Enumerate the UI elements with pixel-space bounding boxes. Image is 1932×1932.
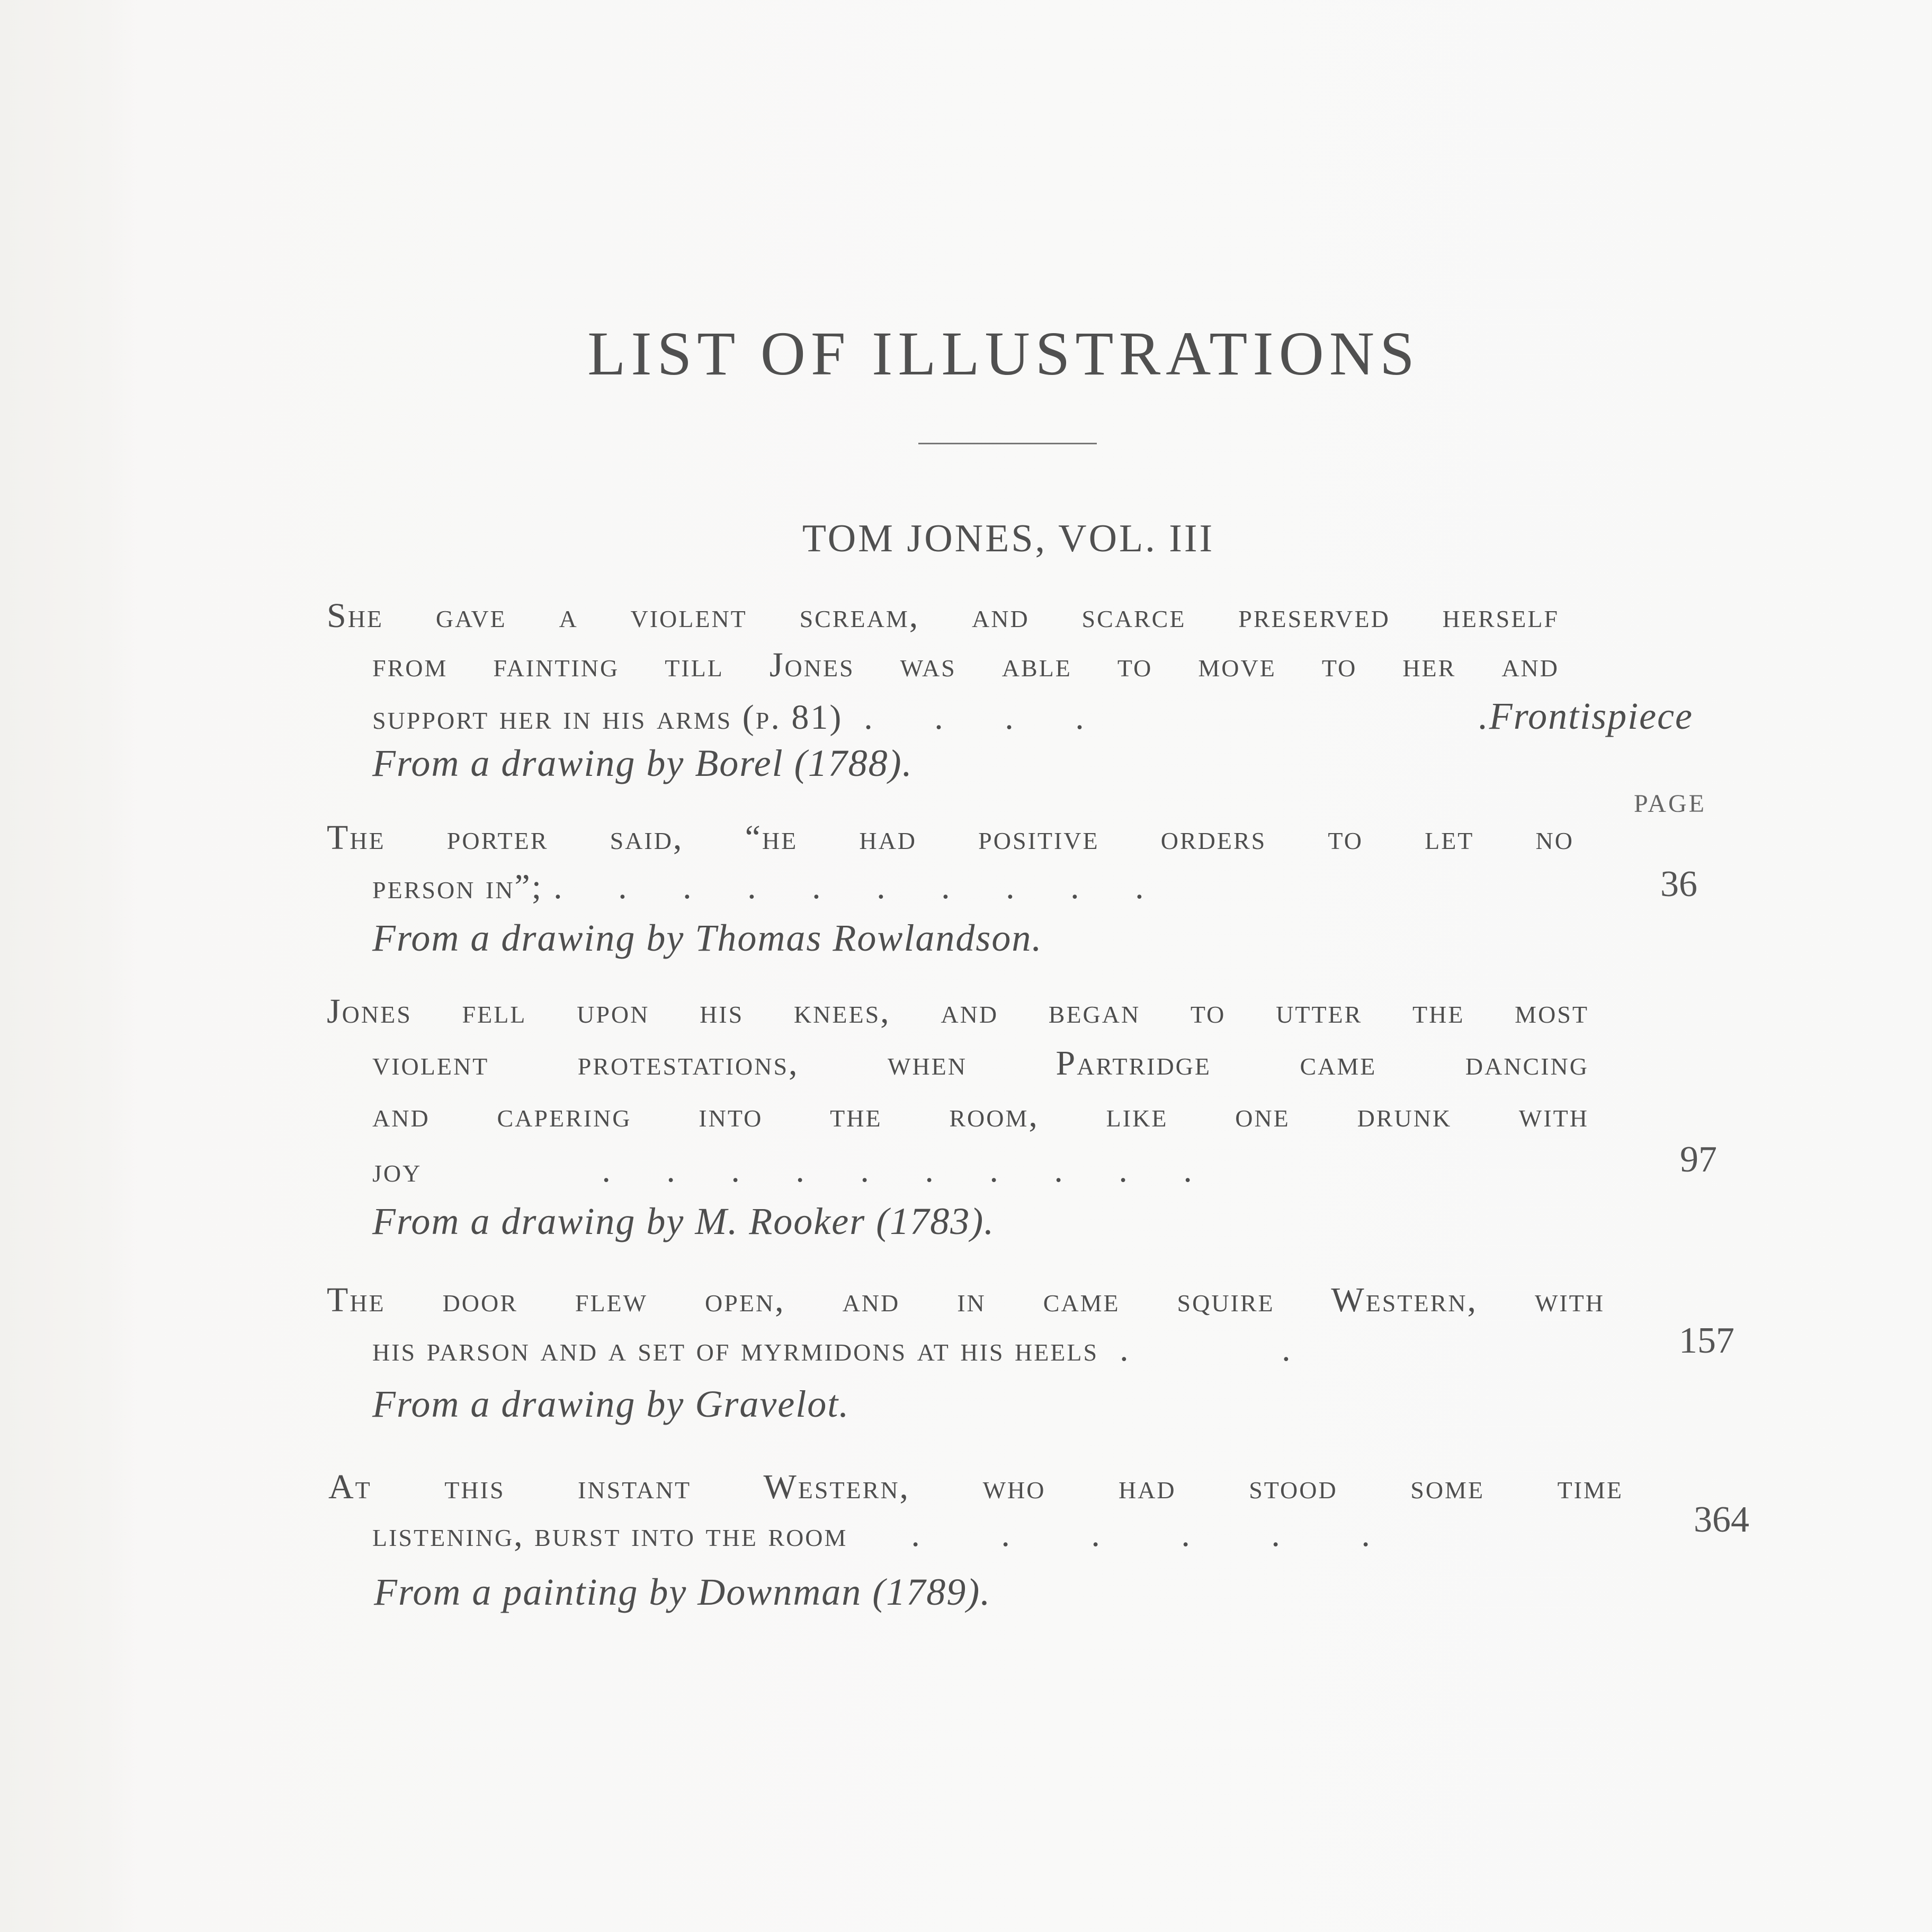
dot-leader: . . . .	[864, 698, 1111, 737]
page-gutter	[0, 0, 101, 1932]
entry-credit: From a drawing by M. Rooker (1783).	[372, 1200, 995, 1242]
dot-leader: . . . . . . . . . .	[553, 867, 1151, 906]
entry-credit: From a drawing by Borel (1788).	[372, 742, 913, 784]
dot-leader: . . . . . . . . . .	[602, 1151, 1200, 1189]
entry-line-with-page	[372, 867, 1580, 907]
entry-line-with-page	[372, 1150, 1596, 1191]
entry-line: violent protestations, when Partridge came dancing	[372, 1044, 1589, 1083]
dot-leader: . .	[1120, 1330, 1322, 1368]
entry-line-with-page	[372, 1515, 1627, 1555]
entry-line: At this instant Western, who had stood some time	[328, 1468, 1623, 1506]
entry-line: joy	[372, 1151, 422, 1189]
entry-line: person in”;	[372, 867, 543, 906]
volume-subtitle: TOM JONES, VOL. III	[802, 517, 1215, 560]
entry-credit: From a drawing by Thomas Rowlandson.	[372, 917, 1043, 959]
entry-line: She gave a violent scream, and scarce preserved herself	[327, 596, 1559, 635]
page-number: 97	[1680, 1139, 1717, 1180]
entry-line: The door flew open, and in came squire Western, with	[327, 1281, 1605, 1319]
entry-line-with-page	[372, 1329, 1633, 1370]
entry-line-with-page	[372, 694, 1693, 738]
entry-line: from fainting till Jones was able to move to her and	[372, 646, 1559, 684]
entry-line: his parson and a set of myrmidons at his heels	[372, 1330, 1099, 1368]
page-number: 364	[1694, 1499, 1749, 1540]
entry-line: listening, burst into the room	[372, 1515, 848, 1554]
page-reference: .Frontispiece	[1478, 695, 1693, 737]
title-rule	[918, 443, 1097, 444]
page-number: 157	[1679, 1320, 1734, 1361]
page-title: LIST OF ILLUSTRATIONS	[587, 319, 1420, 388]
dot-leader: . . . . . .	[911, 1515, 1384, 1554]
entry-line: Jones fell upon his knees, and began to utter the most	[327, 992, 1589, 1031]
page-column-header: PAGE	[1634, 790, 1706, 818]
entry-credit: From a painting by Downman (1789).	[374, 1571, 991, 1613]
entry-line: The porter said, “he had positive orders to let no	[327, 818, 1574, 857]
page-number: 36	[1660, 864, 1697, 905]
entry-line: and capering into the room, like one drunk with	[372, 1096, 1589, 1134]
entry-line: support her in his arms (p. 81)	[372, 698, 843, 737]
entry-credit: From a drawing by Gravelot.	[372, 1383, 850, 1425]
